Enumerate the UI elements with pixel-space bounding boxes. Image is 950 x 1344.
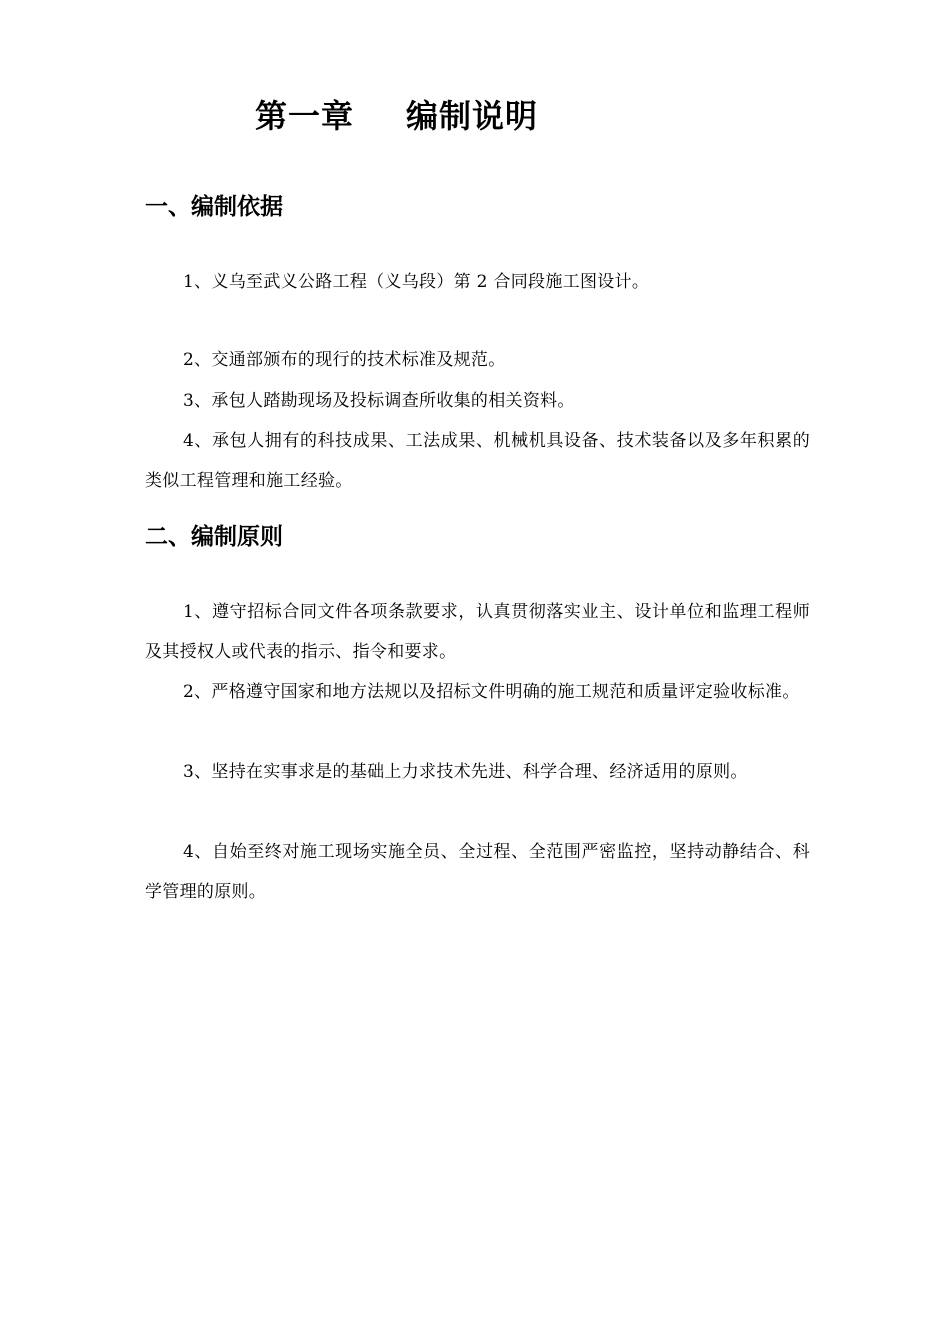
principle-item-4: 4、自始至终对施工现场实施全员、全过程、全范围严密监控，坚持动静结合、科学管理的原则。: [145, 842, 810, 902]
basis-item-3: 3、承包人踏勘现场及投标调查所收集的相关资料。: [183, 391, 575, 411]
chapter-number: 第一章: [255, 97, 355, 135]
section-heading-principles: 二、编制原则: [145, 524, 283, 550]
principle-item-3: 3、坚持在实事求是的基础上力求技术先进、科学合理、经济适用的原则。: [183, 762, 748, 782]
basis-item-4: 4、承包人拥有的科技成果、工法成果、机械机具设备、技术装备以及多年积累的类似工程管理和施工经验。: [145, 431, 810, 491]
section-heading-basis: 一、编制依据: [145, 194, 283, 220]
principle-item-2: 2、严格遵守国家和地方法规以及招标文件明确的施工规范和质量评定验收标准。: [183, 682, 800, 702]
principle-item-1: 1、遵守招标合同文件各项条款要求，认真贯彻落实业主、设计单位和监理工程师及其授权人或代表的指示、指令和要求。: [145, 602, 810, 662]
chapter-title: [255, 94, 538, 138]
chapter-name: 编制说明: [406, 97, 539, 135]
basis-item-1: 1、义乌至武义公路工程（义乌段）第 2 合同段施工图设计。: [183, 272, 650, 292]
basis-item-2: 2、交通部颁布的现行的技术标准及规范。: [183, 350, 506, 370]
